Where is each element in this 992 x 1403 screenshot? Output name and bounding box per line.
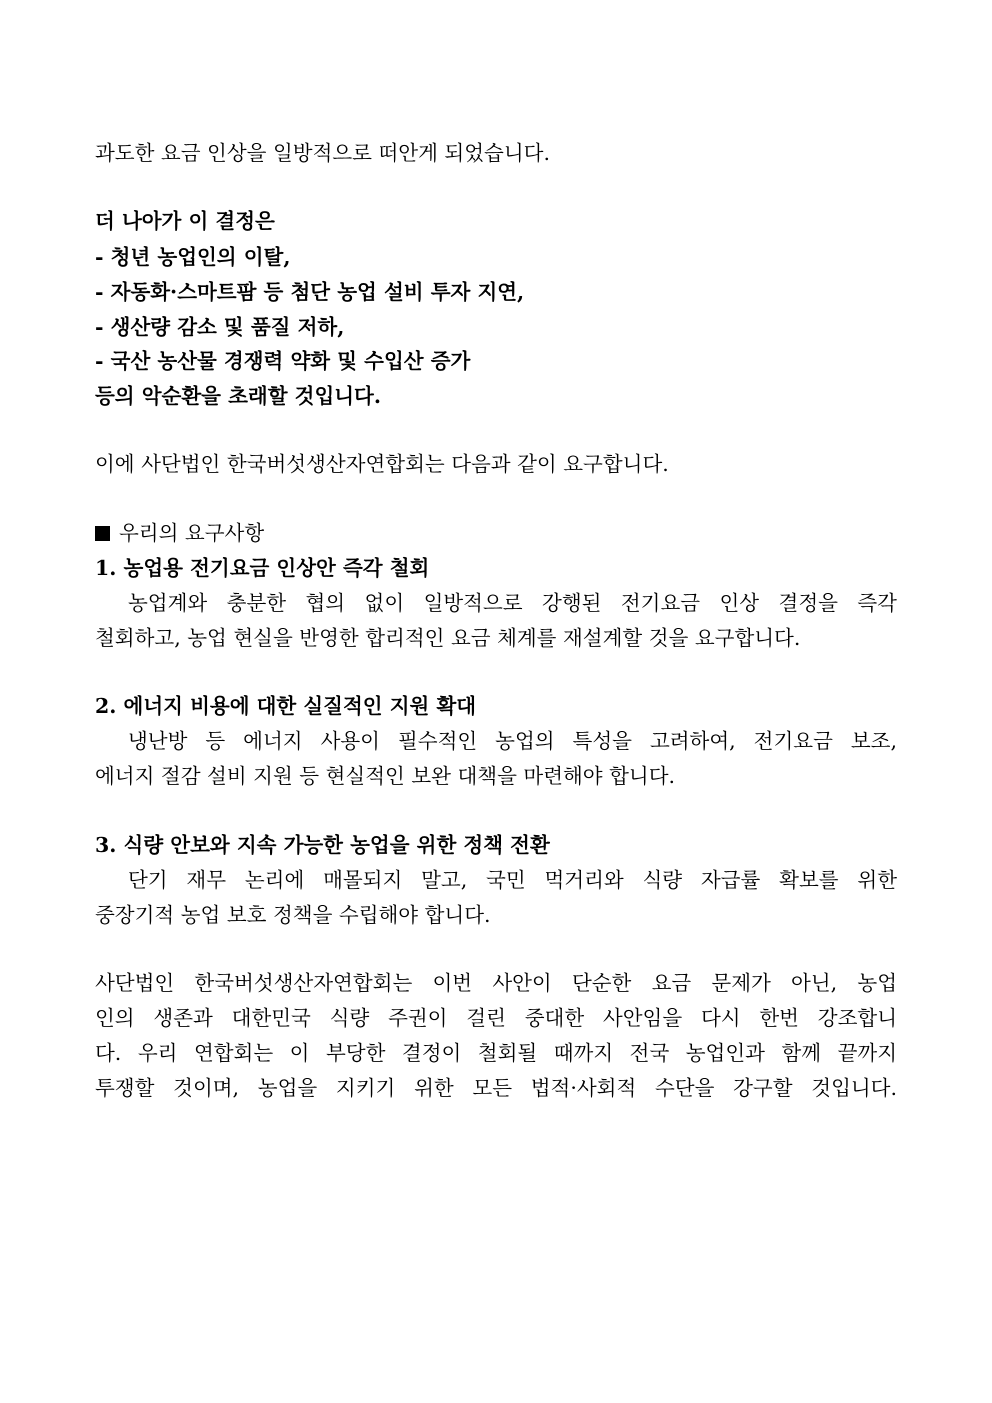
consequence-item: - 국산 농산물 경쟁력 약화 및 수입산 증가	[95, 349, 471, 373]
demand-title: 1. 농업용 전기요금 인상안 즉각 철회	[95, 556, 430, 580]
consequence-item: - 자동화·스마트팜 등 첨단 농업 설비 투자 지연,	[95, 280, 525, 304]
conclusion-line: 인의 생존과 대한민국 식량 주권이 걸린 중대한 사안임을 다시 한번 강조합니	[95, 1006, 897, 1030]
demand-title: 2. 에너지 비용에 대한 실질적인 지원 확대	[95, 694, 477, 718]
demand-body-line: 단기 재무 논리에 매몰되지 말고, 국민 먹거리와 식량 자급률 확보를 위한	[128, 868, 897, 892]
transition-text: 이에 사단법인 한국버섯생산자연합회는 다음과 같이 요구합니다.	[95, 452, 669, 476]
demand-body-line: 중장기적 농업 보호 정책을 수립해야 합니다.	[95, 903, 491, 927]
demands-heading	[95, 519, 264, 547]
demand-body-line: 냉난방 등 에너지 사용이 필수적인 농업의 특성을 고려하여, 전기요금 보조,	[128, 729, 897, 753]
demand-body-line: 철회하고, 농업 현실을 반영한 합리적인 요금 체계를 재설계할 것을 요구합니다.	[95, 626, 801, 650]
conclusion-line: 다. 우리 연합회는 이 부당한 결정이 철회될 때까지 전국 농업인과 함께 끝까지	[95, 1041, 897, 1065]
demand-body-line: 에너지 절감 설비 지원 등 현실적인 보완 대책을 마련해야 합니다.	[95, 764, 676, 788]
consequence-item: - 생산량 감소 및 품질 저하,	[95, 315, 345, 339]
conclusion-line: 투쟁할 것이며, 농업을 지키기 위한 모든 법적·사회적 수단을 강구할 것입니다.	[95, 1076, 897, 1100]
demands-heading-label: 우리의 요구사항	[119, 521, 265, 545]
intro-end-text: 과도한 요금 인상을 일방적으로 떠안게 되었습니다.	[95, 141, 550, 165]
demand-title: 3. 식량 안보와 지속 가능한 농업을 위한 정책 전환	[95, 833, 550, 857]
consequence-item: - 청년 농업인의 이탈,	[95, 245, 291, 269]
consequences-close: 등의 악순환을 초래할 것입니다.	[95, 384, 381, 408]
consequences-lead: 더 나아가 이 결정은	[95, 209, 275, 233]
conclusion-line: 사단법인 한국버섯생산자연합회는 이번 사안이 단순한 요금 문제가 아닌, 농업	[95, 971, 897, 995]
square-bullet-icon	[95, 526, 110, 541]
demand-body-line: 농업계와 충분한 협의 없이 일방적으로 강행된 전기요금 인상 결정을 즉각	[128, 591, 897, 615]
